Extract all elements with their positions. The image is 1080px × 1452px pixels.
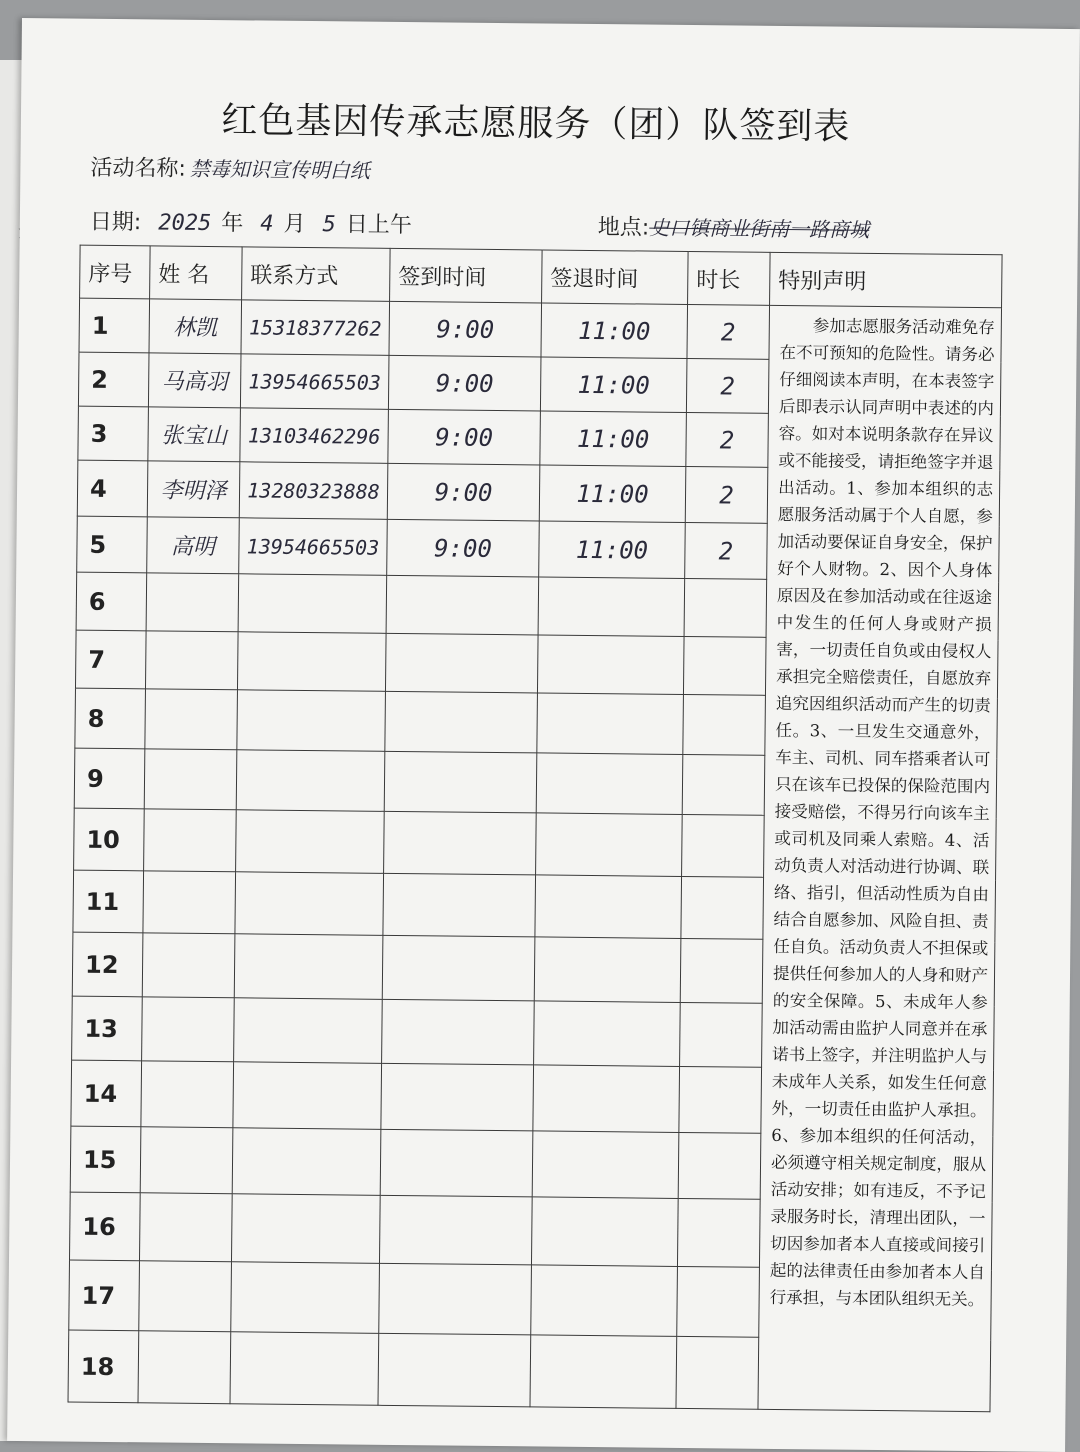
check-in-cell	[379, 1195, 532, 1265]
date-day-unit: 日上午	[345, 212, 412, 239]
row-number: 11	[73, 870, 144, 933]
check-out-cell	[535, 875, 682, 939]
check-out-cell	[534, 1001, 681, 1067]
date-year-unit: 年	[221, 211, 244, 237]
check-in-cell	[384, 811, 537, 875]
duration-cell	[682, 754, 765, 815]
check-out-cell	[532, 1131, 679, 1199]
check-in-cell	[381, 1063, 534, 1131]
name-cell: 张宝山	[148, 407, 241, 462]
contact-cell: 15318377262	[241, 300, 390, 356]
contact-cell	[238, 574, 387, 634]
check-in-cell	[382, 999, 535, 1065]
duration-cell: 2	[686, 412, 769, 467]
check-out-cell	[536, 813, 683, 877]
check-in-cell	[386, 575, 539, 635]
duration-cell	[679, 1066, 762, 1133]
check-out-cell: 11:00	[541, 303, 688, 359]
name-cell	[142, 933, 235, 998]
column-header-contact: 联系方式	[242, 247, 391, 302]
contact-cell	[232, 1128, 381, 1196]
check-in-cell: 9:00	[387, 463, 540, 521]
check-out-cell: 11:00	[540, 411, 687, 467]
check-in-cell	[382, 935, 535, 1001]
check-in-cell	[385, 691, 538, 753]
name-cell	[139, 1193, 232, 1262]
date-month: 4	[260, 211, 274, 237]
check-in-cell	[384, 751, 537, 813]
name-cell: 高明	[147, 517, 240, 574]
activity-line	[90, 151, 370, 185]
duration-cell: 2	[686, 358, 769, 413]
column-header-no: 序号	[80, 245, 151, 299]
date-day: 5	[322, 212, 336, 238]
sign-in-table	[68, 245, 1003, 1413]
check-in-cell	[383, 873, 536, 937]
check-out-cell	[536, 753, 683, 815]
row-number: 4	[77, 460, 148, 517]
check-out-cell	[530, 1335, 677, 1409]
duration-cell	[677, 1198, 760, 1267]
place-line	[598, 210, 870, 244]
check-out-cell: 11:00	[540, 357, 687, 413]
duration-cell	[683, 636, 766, 695]
column-header-duration: 时长	[688, 251, 771, 305]
contact-cell	[236, 750, 385, 812]
sign-in-sheet	[7, 18, 1080, 1452]
name-cell	[144, 749, 237, 810]
name-cell	[143, 871, 236, 934]
contact-cell	[234, 934, 383, 1000]
column-header-check-out: 签退时间	[542, 250, 689, 305]
place-value: 史口镇商业街南一路商城	[649, 215, 870, 242]
date-label: 日期:	[89, 209, 142, 236]
check-out-cell	[538, 577, 685, 637]
date-month-unit: 月	[283, 211, 306, 237]
name-cell	[146, 573, 239, 632]
name-cell	[145, 689, 238, 750]
row-number: 7	[75, 630, 146, 689]
check-out-cell	[531, 1197, 678, 1267]
activity-value: 禁毒知识宣传明白纸	[189, 156, 370, 183]
date-year: 2025	[158, 210, 212, 236]
name-cell	[144, 809, 237, 872]
check-in-cell	[385, 633, 538, 693]
column-header-notice: 特别声明	[770, 252, 1003, 307]
row-number: 18	[68, 1330, 139, 1403]
duration-cell: 2	[685, 466, 768, 523]
row-number: 9	[74, 748, 145, 809]
duration-cell	[680, 1002, 763, 1067]
duration-cell	[677, 1266, 760, 1337]
duration-cell: 2	[687, 304, 770, 359]
row-number: 14	[71, 1060, 142, 1127]
check-out-cell	[537, 635, 684, 695]
special-notice-text: 参加志愿服务活动难免存在不可预知的危险性。请务必仔细阅读本声明，在本表签字后即表示认同声明中表述的内容。如对本说明条款存在异议或不能接受，请拒绝签字并退出活动。1、参加本组织的志愿服务活动属于个人自愿，参加活动要保证自身安全，保护好个人财物。2、因个人身体原因及在参加活动或在往返途中发生的任何人身或财产损害，一切责任自负或由侵权人承担完全赔偿责任，自愿放弃追究因组织活动而产生的切责任。3、一旦发生交通意外，车主、司机、同车搭乘者认可只在该车已投保的保险范围内接受赔偿，不得另行向该车主或司机及同乘人索赔。4、活动负责人对活动进行协调、联络、指引，但活动性质为自由结合自愿参加、风险自担、责任自负。活动负责人不担保或提供任何参加人的人身和财产的安全保障。5、未成年人参加活动需由监护人同意并在承诺书上签字，并注明监护人与未成年人关系，如发生任何意外，一切责任由监护人承担。6、参加本组织的任何活动，必须遵守相关规定制度，服从活动安排；如有违反，不予记录服务时长，清理出团队，一切因参加者本人直接或间接引起的法律责任由参加者本人自行承担，与本团队组织无关。	[769, 316, 995, 1310]
check-in-cell: 9:00	[388, 355, 541, 411]
table-header-row	[80, 245, 1003, 308]
place-label: 地点:	[597, 215, 650, 241]
row-number: 16	[69, 1192, 140, 1261]
row-number: 13	[72, 996, 143, 1061]
row-number: 12	[72, 932, 143, 997]
check-out-cell	[534, 937, 681, 1003]
contact-cell	[237, 690, 386, 752]
activity-label: 活动名称:	[90, 155, 186, 182]
row-number: 17	[69, 1260, 140, 1331]
contact-cell: 13954665503	[240, 354, 389, 410]
duration-cell: 2	[685, 522, 768, 579]
contact-cell	[234, 998, 383, 1064]
duration-cell	[678, 1132, 761, 1199]
duration-cell	[682, 814, 765, 877]
column-header-check-in: 签到时间	[390, 248, 543, 303]
special-notice-cell	[758, 305, 1002, 1411]
contact-cell	[237, 632, 386, 692]
row-number: 1	[79, 298, 150, 353]
duration-cell	[683, 694, 766, 755]
contact-cell	[236, 810, 385, 874]
check-out-cell	[537, 693, 684, 755]
name-cell	[138, 1331, 231, 1404]
name-cell	[142, 997, 235, 1062]
check-in-cell: 9:00	[387, 519, 540, 577]
name-cell	[141, 1061, 234, 1128]
contact-cell	[231, 1262, 380, 1334]
check-out-cell: 11:00	[539, 465, 686, 523]
duration-cell	[676, 1336, 759, 1409]
contact-cell	[230, 1332, 379, 1406]
row-number: 8	[75, 688, 146, 749]
name-cell	[140, 1127, 233, 1194]
name-cell: 李明泽	[147, 461, 240, 518]
check-in-cell	[379, 1263, 532, 1335]
page-title: 红色基因传承志愿服务（团）队签到表	[221, 100, 851, 148]
name-cell: 马高羽	[148, 353, 241, 408]
row-number: 5	[77, 516, 148, 573]
name-cell	[139, 1261, 232, 1332]
date-line	[90, 205, 412, 239]
column-header-name: 姓 名	[150, 246, 243, 300]
check-out-cell: 11:00	[539, 521, 686, 579]
table-row	[79, 298, 1002, 362]
name-cell: 林凯	[149, 299, 242, 354]
row-number: 3	[78, 406, 149, 461]
name-cell	[145, 631, 238, 690]
check-out-cell	[531, 1265, 678, 1337]
check-in-cell	[380, 1129, 533, 1197]
row-number: 15	[70, 1126, 141, 1193]
contact-cell	[233, 1062, 382, 1130]
row-number: 2	[78, 352, 149, 407]
contact-cell: 13103462296	[240, 408, 389, 464]
duration-cell	[680, 938, 763, 1003]
contact-cell	[235, 872, 384, 936]
duration-cell	[681, 876, 764, 939]
contact-cell: 13954665503	[239, 518, 388, 576]
row-number: 10	[74, 808, 145, 871]
contact-cell: 13280323888	[239, 462, 388, 520]
duration-cell	[684, 578, 767, 637]
check-in-cell	[378, 1333, 531, 1407]
check-out-cell	[533, 1065, 680, 1133]
check-in-cell: 9:00	[388, 409, 541, 465]
check-in-cell: 9:00	[389, 301, 542, 357]
row-number: 6	[76, 572, 147, 631]
contact-cell	[231, 1194, 380, 1264]
